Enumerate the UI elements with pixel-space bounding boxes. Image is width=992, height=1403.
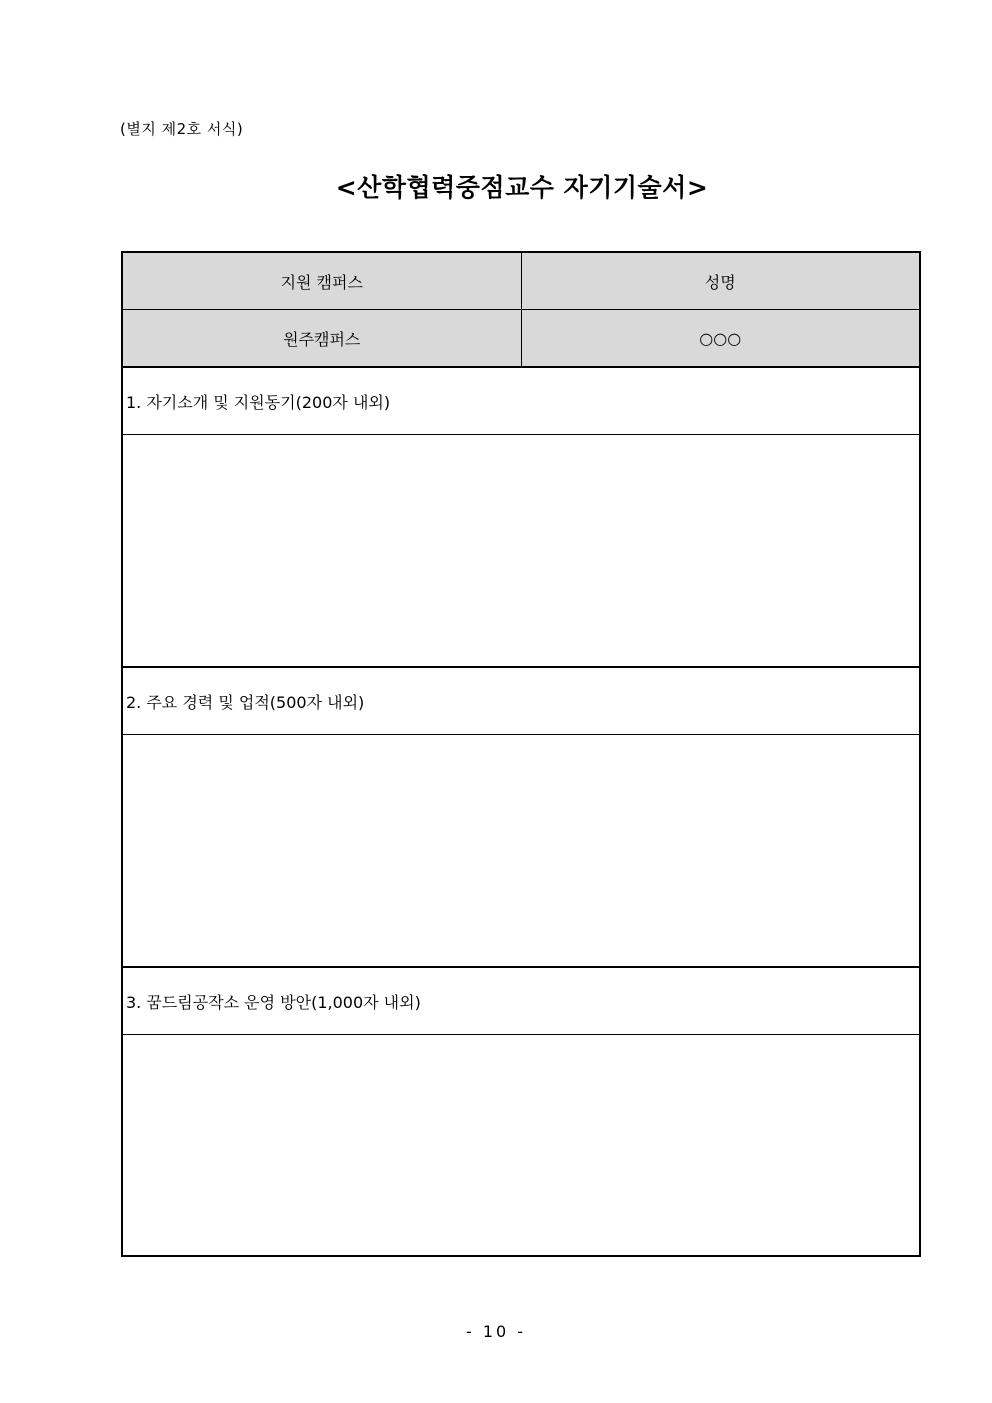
section-3-answer-area[interactable] [122,1035,920,1257]
section-1-header-row [122,367,920,435]
section-2-heading: 2. 주요 경력 및 업적(500자 내외) [122,667,920,735]
section-2-answer-area[interactable] [122,735,920,968]
name-header-cell: 성명 [521,252,920,310]
section-1-body-row [122,435,920,668]
section-2-body-row [122,735,920,968]
campus-value-cell[interactable]: 원주캠퍼스 [122,310,521,368]
section-3-body-row [122,1035,920,1257]
header-row [122,252,920,310]
section-3-heading: 3. 꿈드림공작소 운영 방안(1,000자 내외) [122,967,920,1035]
campus-header-cell: 지원 캠퍼스 [122,252,521,310]
section-1-heading: 1. 자기소개 및 지원동기(200자 내외) [122,367,920,435]
name-value-cell[interactable]: ○○○ [521,310,920,368]
form-label: (별지 제2호 서식) [120,120,244,138]
page-number: - 10 - [465,1322,527,1341]
section-1-answer-area[interactable] [122,435,920,668]
section-3-header-row [122,967,920,1035]
section-2-header-row [122,667,920,735]
document-title: <산학협력중점교수 자기기술서> [335,173,709,202]
value-row [122,310,920,368]
self-statement-form-table [121,251,921,1257]
